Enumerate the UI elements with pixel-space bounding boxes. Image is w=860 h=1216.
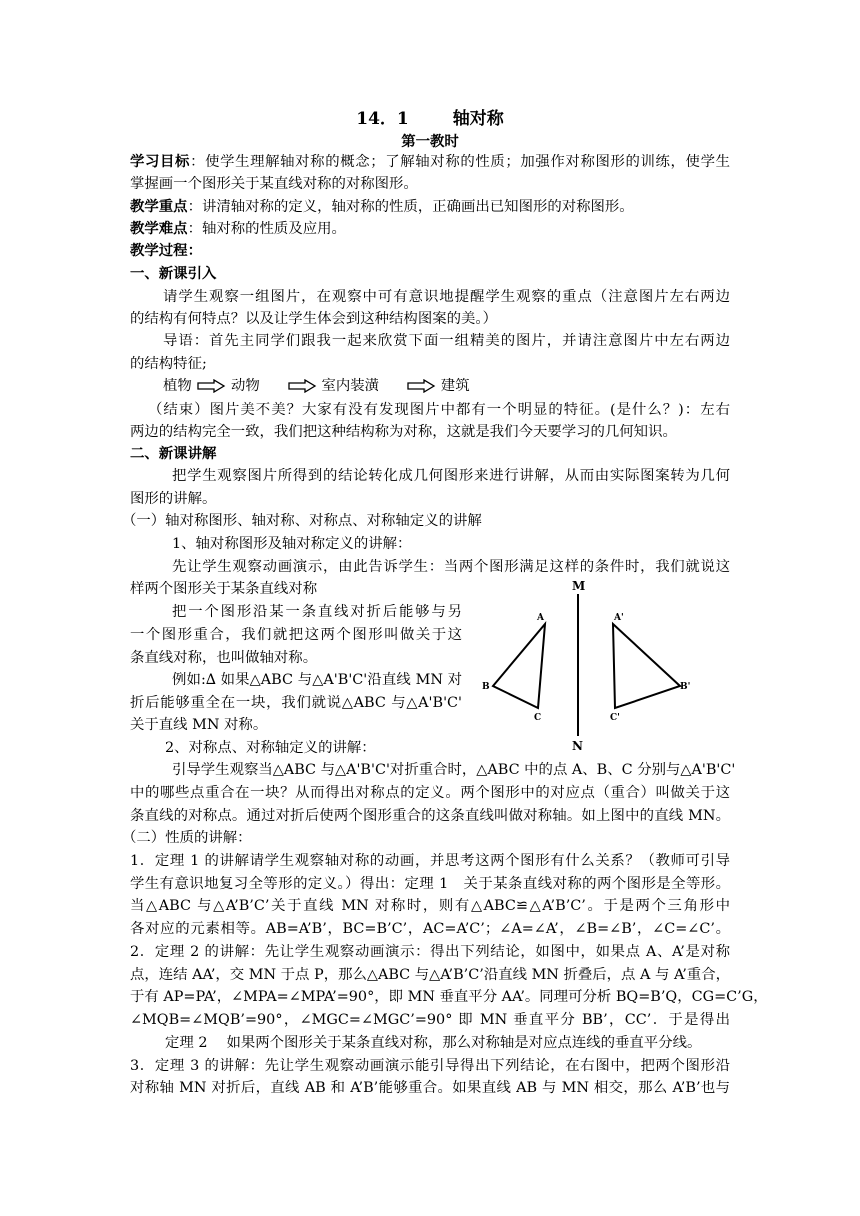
flow-item-interior: 室内装潢: [321, 378, 380, 394]
theorem2-statement: 定理 2 如果两个图形关于某条直线对称，那么对称轴是对应点连线的垂直平分线。: [165, 1035, 702, 1051]
difficulty: 教学难点：轴对称的性质及应用。: [130, 220, 346, 237]
item1-heading: 1、轴对称图形及轴对称定义的讲解：: [172, 536, 412, 552]
section2-p3-line3: 条直线对称，也叫做轴对称。: [130, 650, 318, 666]
section2-p5-line1: 引导学生观察当△ABC 与△A'B'C'对折重合时，△ABC 中的点 A、B、C 分别与△A'B'C': [172, 762, 736, 778]
section2-heading: 二、新课讲解: [130, 445, 217, 462]
label-c: C: [534, 713, 542, 723]
section1-p3-line2: 两边的结构完全一致，我们把这种结构称为对称，这就是我们今天要学习的几何知识。: [130, 424, 677, 440]
theorem1-line4: 各对应的元素相等。AB=A’B’，BC=B’C’，AC=A’C’；∠A=∠A’，∠B=∠B’，∠C=∠C’。: [130, 921, 730, 937]
flow-item-plants: 植物: [163, 378, 192, 394]
theorem3-line1: 3．定理 3 的讲解：先让学生观察动画演示能引导得出下列结论，在右图中，把两个图形沿: [130, 1058, 730, 1074]
theorem1-line3: 当△ABC 与△A’B’C’关于直线 MN 对称时，则有△ABC≌△A’B’C’。于是两个三角形中: [130, 898, 730, 914]
right-arrow-icon: [196, 379, 226, 393]
triangle-abc-prime: [613, 624, 680, 708]
objectives-label: 学习目标: [130, 153, 191, 170]
section-name: 轴对称: [452, 109, 504, 129]
difficulty-label: 教学难点: [130, 220, 188, 237]
page-title: [0, 104, 860, 129]
key-point: 教学重点：讲清轴对称的定义，轴对称的性质，正确画出已知图形的对称图形。: [130, 198, 634, 215]
subsection1-heading: （一）轴对称图形、轴对称、对称点、对称轴定义的讲解: [122, 513, 482, 529]
section2-p3-line1: 把一个图形沿某一条直线对折后能够与另: [172, 604, 462, 620]
label-a: A: [537, 613, 544, 623]
section-number: 14．1: [356, 109, 409, 129]
flow-row: [163, 376, 470, 396]
subsection2-heading: （二）性质的讲解：: [122, 830, 252, 846]
section1-p3-line1: （结束）图片美不美？大家有没有发现图片中都有一个明显的特征。(是什么？)：左右: [148, 402, 730, 418]
section2-p4-line3: 关于直线 MN 对称。: [130, 717, 268, 733]
section1-heading: 一、新课引入: [130, 265, 217, 282]
section1-p2-line2: 的结构特征;: [130, 356, 207, 372]
theorem1-line1: 1．定理 1 的讲解请学生观察轴对称的动画，并思考这两个图形有什么关系？（教师可引导: [130, 853, 730, 869]
process-heading: 教学过程：: [130, 242, 202, 259]
theorem2-line4: ∠MQB=∠MQB’=90°，∠MGC=∠MGC’=90° 即 MN 垂直平分 BB’，CC’．于是得出: [130, 1012, 730, 1028]
label-a-prime: A': [614, 613, 624, 623]
theorem2-line2: 点，连结 AA’，交 MN 于点 P，那么△ABC 与△A’B’C’沿直线 MN 折叠后，点 A 与 A’重合，: [130, 967, 730, 983]
theorem1-line2: 学生有意识地复习全等形的定义。）得出：定理 1 关于某条直线对称的两个图形是全等形。: [130, 876, 730, 892]
objectives-line2: 掌握画一个图形关于某直线对称的对称图形。: [130, 176, 418, 192]
section2-p2-line2: 样两个图形关于某条直线对称: [130, 581, 318, 597]
section2-p4-line1: 例如:∆ 如果△ABC 与△A'B'C'沿直线 MN 对: [172, 672, 462, 688]
key-point-label: 教学重点: [130, 198, 188, 215]
theorem2-line3: 于有 AP=PA’，∠MPA=∠MPA’=90°，即 MN 垂直平分 AA’。同理可分析 BQ=B’Q，CG=C’G，: [130, 989, 768, 1005]
theorem2-line1: 2．定理 2 的讲解：先让学生观察动画演示：得出下列结论，如图中，如果点 A、A’是对称: [130, 944, 730, 960]
objectives-line1: 学习目标：使学生理解轴对称的概念；了解轴对称的性质；加强作对称图形的训练，使学生: [130, 153, 730, 170]
section2-p2-line1: 先让学生观察动画演示，由此告诉学生：当两个图形满足这样的条件时，我们就说这: [172, 559, 730, 575]
section1-p1-line1: 请学生观察一组图片，在观察中可有意识地提醒学生观察的重点（注意图片左右两边: [163, 289, 730, 305]
section2-p1-line1: 把学生观察图片所得到的结论转化成几何图形来进行讲解，从而由实际图案转为几何: [172, 468, 730, 484]
section1-p2-line1: 导语：首先主同学们跟我一起来欣赏下面一组精美的图片，并请注意图片中左右两边: [163, 333, 730, 349]
section2-p3-line2: 一个图形重合，我们就把这两个图形叫做关于这: [130, 627, 462, 643]
label-m: M: [572, 579, 586, 593]
item2-heading: 2、对称点、对称轴定义的讲解：: [165, 740, 376, 756]
right-arrow-icon: [287, 379, 317, 393]
axis-symmetry-figure: [468, 576, 718, 756]
right-arrow-icon: [406, 379, 436, 393]
label-c-prime: C': [610, 713, 620, 723]
triangle-abc: [493, 624, 545, 708]
section2-p1-line2: 图形的讲解。: [130, 491, 217, 507]
label-n: N: [572, 739, 583, 753]
label-b-prime: B': [680, 682, 691, 692]
section2-p4-line2: 折后能够重全在一块，我们就说△ABC 与△A'B'C': [130, 695, 462, 711]
flow-item-animals: 动物: [230, 378, 260, 394]
theorem3-line2: 对称轴 MN 对折后，直线 AB 和 A’B’能够重合。如果直线 AB 与 MN 相交，那么 A’B’也与: [130, 1080, 730, 1096]
flow-item-architecture: 建筑: [440, 378, 470, 394]
label-b: B: [482, 682, 490, 692]
section2-p5-line2: 中的哪些点重合在一块？从而得出对称点的定义。两个图形中的对应点（重合）叫做关于这: [130, 785, 730, 801]
section2-p5-line3: 条直线的对称点。通过对折后使两个图形重合的这条直线叫做对称轴。如上图中的直线 MN。: [130, 808, 730, 824]
section1-p1-line2: 的结构有何特点？以及让学生体会到这种结构图案的美。）: [130, 311, 497, 327]
page-subtitle: 第一教时: [401, 133, 459, 150]
